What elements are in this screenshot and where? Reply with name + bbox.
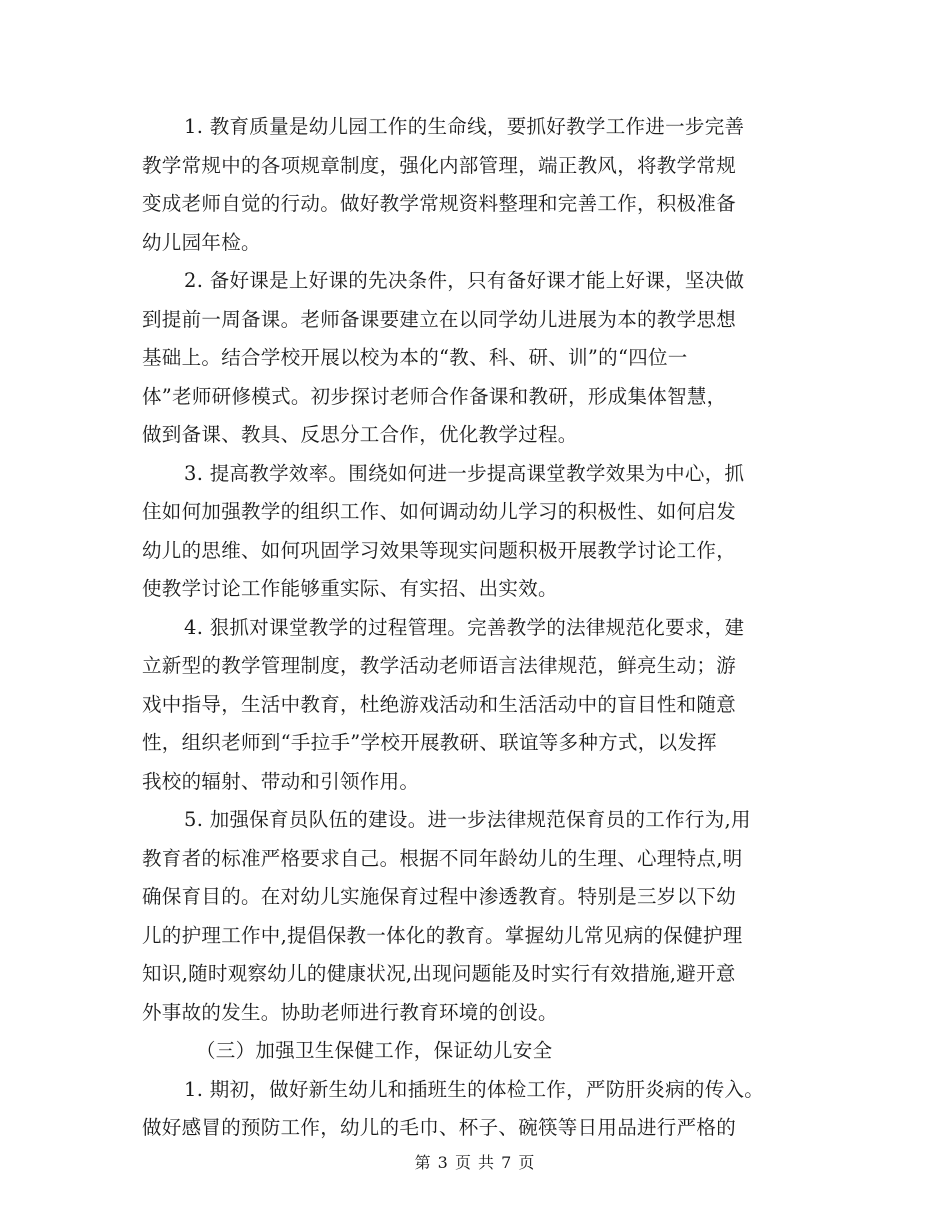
paragraph-line: 儿的护理工作中,提倡保教一体化的教育。掌握幼儿常见病的保健护理 xyxy=(142,923,743,947)
paragraph-line: 2. 备好课是上好课的先决条件，只有备好课才能上好课，坚决做 xyxy=(184,269,745,292)
paragraph-line: 幼儿的思维、如何巩固学习效果等现实问题积极开展教学讨论工作， xyxy=(142,538,737,562)
section-heading xyxy=(142,1032,812,1071)
paragraph-line: 外事故的发生。协助老师进行教育环境的创设。 xyxy=(142,1000,558,1024)
paragraph-line: 戏中指导，生活中教育，杜绝游戏活动和生活活动中的盲目性和随意 xyxy=(142,692,737,716)
section-heading-text: （三）加强卫生保健工作，保证幼儿安全 xyxy=(196,1039,553,1062)
paragraph-5 xyxy=(142,801,812,1032)
paragraph-line: 做到备课、教具、反思分工合作，优化教学过程。 xyxy=(142,423,578,446)
paragraph-line: 教学常规中的各项规章制度，强化内部管理，端正教风，将教学常规 xyxy=(142,153,737,177)
paragraph-line: 4. 狠抓对课堂教学的过程管理。完善教学的法律规范化要求，建 xyxy=(184,615,745,639)
paragraph-line: 住如何加强教学的组织工作、如何调动幼儿学习的积极性、如何启发 xyxy=(142,500,737,523)
paragraph-line: 使教学讨论工作能够重实际、有实招、出实效。 xyxy=(142,577,558,600)
paragraph-line: 1. 教育质量是幼儿园工作的生命线，要抓好教学工作进一步完善 xyxy=(184,115,745,138)
paragraph-3 xyxy=(142,455,812,609)
paragraph-line: 确保育目的。在对幼儿实施保育过程中渗透教育。特别是三岁以下幼 xyxy=(142,885,737,908)
paragraph-line: 我校的辐射、带动和引领作用。 xyxy=(142,769,420,793)
document-body xyxy=(142,108,812,1148)
paragraph-line: 3. 提高教学效率。围绕如何进一步提高课堂教学效果为中心，抓 xyxy=(184,461,745,485)
paragraph-line: 1. 期初，做好新生幼儿和插班生的体检工作，严防肝炎病的传入。 xyxy=(184,1077,765,1101)
page-number-footer: 第 3 页 共 7 页 xyxy=(414,1153,536,1172)
paragraph-6 xyxy=(142,1071,812,1148)
paragraph-line: 5. 加强保育员队伍的建设。进一步法律规范保育员的工作行为,用 xyxy=(184,808,751,831)
paragraph-line: 体”老师研修模式。初步探讨老师合作备课和教研，形成集体智慧， xyxy=(142,384,727,408)
paragraph-line: 变成老师自觉的行动。做好教学常规资料整理和完善工作，积极准备 xyxy=(142,192,737,215)
paragraph-line: 教育者的标准严格要求自己。根据不同年龄幼儿的生理、心理特点,明 xyxy=(142,846,743,870)
paragraph-line: 做好感冒的预防工作，幼儿的毛巾、杯子、碗筷等日用品进行严格的 xyxy=(142,1116,737,1139)
paragraph-4 xyxy=(142,609,812,802)
paragraph-line: 到提前一周备课。老师备课要建立在以同学幼儿进展为本的教学思想 xyxy=(142,307,737,331)
paragraph-2 xyxy=(142,262,812,455)
paragraph-line: 基础上。结合学校开展以校为本的“教、科、研、训”的“四位一 xyxy=(142,346,688,369)
paragraph-1 xyxy=(142,108,812,262)
paragraph-line: 幼儿园年检。 xyxy=(142,230,261,254)
paragraph-line: 立新型的教学管理制度，教学活动老师语言法律规范，鲜亮生动；游 xyxy=(142,654,737,677)
paragraph-line: 知识,随时观察幼儿的健康状况,出现问题能及时实行有效措施,避开意 xyxy=(142,962,736,985)
paragraph-line: 性，组织老师到“手拉手”学校开展教研、联谊等多种方式，以发挥 xyxy=(142,731,717,754)
